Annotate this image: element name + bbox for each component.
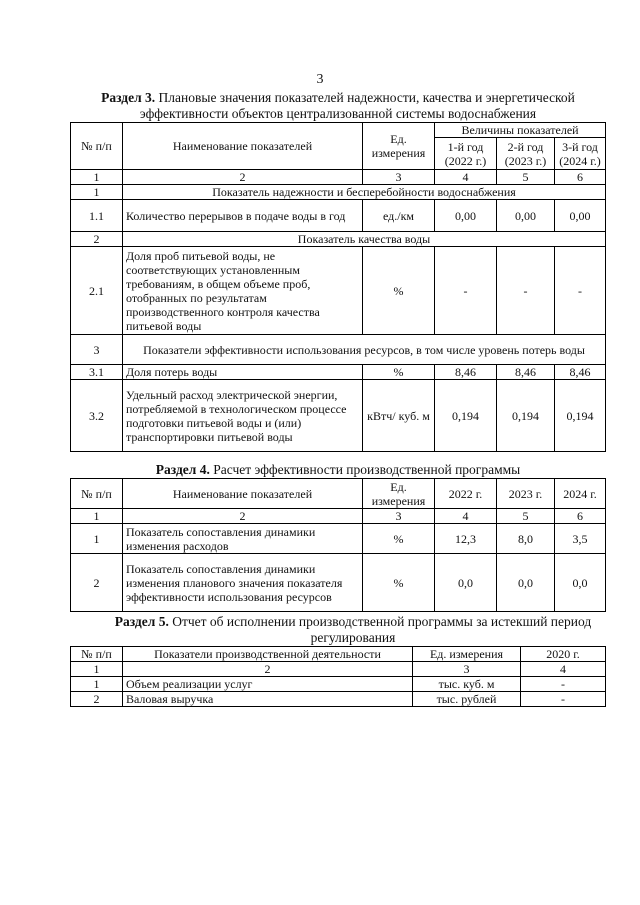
row-value: - (521, 692, 606, 707)
group-num: 3 (71, 335, 123, 365)
colnum: 2 (123, 170, 363, 185)
header-unit: Ед. измерения (413, 647, 521, 662)
header-year-3: 2024 г. (555, 479, 606, 509)
row-value: 8,46 (497, 365, 555, 380)
group-num: 2 (71, 232, 123, 247)
colnum: 6 (555, 170, 606, 185)
group-row-2 (71, 232, 606, 247)
row-num: 3.2 (71, 380, 123, 452)
table-row (71, 692, 606, 707)
colnum: 3 (363, 170, 435, 185)
row-value: 0,0 (435, 554, 497, 612)
section-3-heading (70, 90, 606, 122)
header-name: Наименование показателей (123, 479, 363, 509)
row-name: Объем реализации услуг (123, 677, 413, 692)
row-unit: % (363, 554, 435, 612)
colnum: 1 (71, 509, 123, 524)
group-row-3 (71, 335, 606, 365)
row-num: 1.1 (71, 200, 123, 232)
page-number: 3 (316, 72, 324, 87)
row-value: 12,3 (435, 524, 497, 554)
header-year-1: 1-й год (2022 г.) (435, 138, 497, 170)
row-name: Валовая выручка (123, 692, 413, 707)
row-unit: % (363, 247, 435, 335)
row-value: 0,00 (497, 200, 555, 232)
header-unit: Ед. измерения (363, 123, 435, 170)
section-4-heading (70, 462, 606, 478)
header-year-2: 2-й год (2023 г.) (497, 138, 555, 170)
section-5-heading (100, 614, 606, 646)
row-num: 2.1 (71, 247, 123, 335)
table-row (71, 677, 606, 692)
row-value: 0,194 (497, 380, 555, 452)
header-num: № п/п (71, 479, 123, 509)
section-3-table (70, 122, 606, 452)
table-row (71, 365, 606, 380)
group-row-1 (71, 185, 606, 200)
section-4-table (70, 478, 606, 612)
row-num: 2 (71, 554, 123, 612)
column-numbers-row (71, 170, 606, 185)
table-row (71, 247, 606, 335)
row-value: 8,46 (555, 365, 606, 380)
row-value: 0,00 (555, 200, 606, 232)
row-value: - (435, 247, 497, 335)
header-num: № п/п (71, 123, 123, 170)
colnum: 4 (435, 509, 497, 524)
row-value: - (497, 247, 555, 335)
table-row (71, 524, 606, 554)
row-unit: % (363, 365, 435, 380)
colnum: 4 (521, 662, 606, 677)
row-unit: тыс. рублей (413, 692, 521, 707)
colnum: 1 (71, 662, 123, 677)
row-value: 8,0 (497, 524, 555, 554)
row-name: Удельный расход электрической энергии, потребляемой в технологическом процессе подготовки питьевой воды и (или) транспортировки питьевой воды (123, 380, 363, 452)
column-numbers-row (71, 662, 606, 677)
row-name: Доля потерь воды (123, 365, 363, 380)
table-row (71, 554, 606, 612)
row-name: Показатель сопоставления динамики изменения расходов (123, 524, 363, 554)
row-value: 0,0 (497, 554, 555, 612)
section-5-title: Отчет об исполнении производственной программы за истекший период регулирования (168, 614, 592, 645)
colnum: 6 (555, 509, 606, 524)
row-value: - (555, 247, 606, 335)
row-num: 1 (71, 524, 123, 554)
header-year: 2020 г. (521, 647, 606, 662)
header-name: Наименование показателей (123, 123, 363, 170)
row-name: Показатель сопоставления динамики изменения планового значения показателя эффективности использования ресурсов (123, 554, 363, 612)
colnum: 1 (71, 170, 123, 185)
colnum: 2 (123, 662, 413, 677)
section-3-title: Плановые значения показателей надежности, качества и энергетической эффективности объектов централизованной системы водоснабжения (139, 90, 575, 121)
group-title: Показатель надежности и бесперебойности водоснабжения (123, 185, 606, 200)
row-name: Количество перерывов в подаче воды в год (123, 200, 363, 232)
colnum: 2 (123, 509, 363, 524)
row-name: Доля проб питьевой воды, не соответствующих установленным требованиям, в общем объеме проб, отобранных по результатам производственного контроля качества питьевой воды (123, 247, 363, 335)
group-num: 1 (71, 185, 123, 200)
header-name: Показатели производственной деятельности (123, 647, 413, 662)
table-row (71, 200, 606, 232)
row-value: 3,5 (555, 524, 606, 554)
header-year-1: 2022 г. (435, 479, 497, 509)
header-values: Величины показателей (435, 123, 606, 138)
row-value: 0,194 (435, 380, 497, 452)
colnum: 3 (413, 662, 521, 677)
row-value: - (521, 677, 606, 692)
header-year-2: 2023 г. (497, 479, 555, 509)
row-num: 3.1 (71, 365, 123, 380)
row-value: 8,46 (435, 365, 497, 380)
section-4-label: Раздел 4. (155, 462, 210, 477)
row-num: 2 (71, 692, 123, 707)
row-unit: тыс. куб. м (413, 677, 521, 692)
row-num: 1 (71, 677, 123, 692)
row-unit: кВтч/ куб. м (363, 380, 435, 452)
row-value: 0,194 (555, 380, 606, 452)
colnum: 5 (497, 509, 555, 524)
row-unit: % (363, 524, 435, 554)
row-value: 0,0 (555, 554, 606, 612)
colnum: 3 (363, 509, 435, 524)
section-5-label: Раздел 5. (114, 614, 169, 629)
header-year-3: 3-й год (2024 г.) (555, 138, 606, 170)
group-title: Показатели эффективности использования ресурсов, в том числе уровень потерь воды (123, 335, 606, 365)
header-num: № п/п (71, 647, 123, 662)
group-title: Показатель качества воды (123, 232, 606, 247)
section-4-title: Расчет эффективности производственной программы (209, 462, 521, 477)
row-value: 0,00 (435, 200, 497, 232)
header-unit: Ед. измерения (363, 479, 435, 509)
row-unit: ед./км (363, 200, 435, 232)
section-3-label: Раздел 3. (101, 90, 156, 105)
section-5-table (70, 646, 606, 707)
column-numbers-row (71, 509, 606, 524)
colnum: 5 (497, 170, 555, 185)
colnum: 4 (435, 170, 497, 185)
table-row (71, 380, 606, 452)
